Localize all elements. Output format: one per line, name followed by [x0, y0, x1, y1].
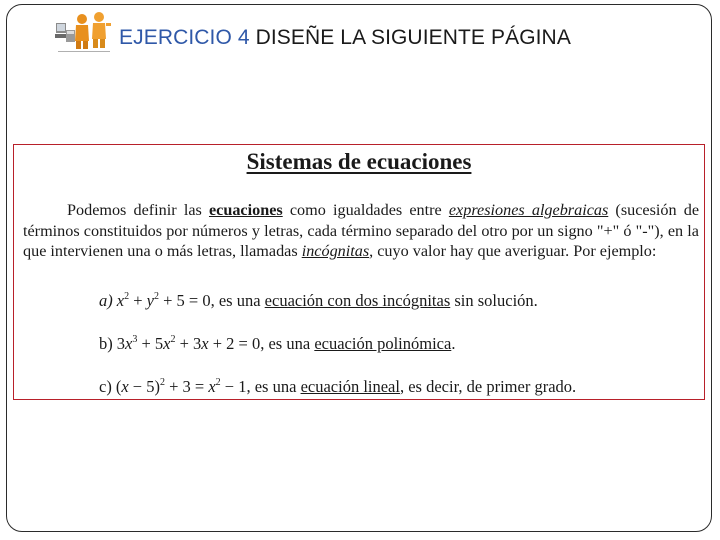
term-ecuaciones: ecuaciones	[208, 201, 283, 219]
example-c: c) $(x - 5)^2 + 3 = x^2 - 1$, es una ecuación lineal, es decir, de primer grado.	[99, 377, 577, 396]
document-heading: Sistemas de ecuaciones	[246, 149, 472, 174]
equation-a: $x^2 + y^2 + 5 = 0$	[116, 291, 211, 310]
definition-paragraph: Podemos definir las ecuaciones como igualdades entre expresiones algebraicas (sucesión de términos constituidos por números y letras, cada término separado del otro por un signo "+" ó "-"), en la que intervienen una o más letras, llamadas incógnitas, cuyo valor hay que averiguar. Por ejemplo:	[23, 201, 700, 260]
title-rest: DISEÑE LA SIGUIENTE PÁGINA	[249, 26, 571, 49]
equation-b: $3x^3 + 5x^2 + 3x + 2 = 0$	[116, 334, 261, 353]
equation-c: $(x - 5)^2 + 3 = x^2 - 1$	[115, 377, 247, 396]
title-accent: EJERCICIO 4	[119, 26, 250, 49]
document-image-frame	[13, 144, 705, 400]
logo-image	[54, 10, 114, 54]
example-a: a) $x^2 + y^2 + 5 = 0$, es una ecuación con dos incógnitas sin solución.	[99, 291, 538, 310]
term-expresiones-algebraicas: expresiones algebraicas	[448, 201, 609, 219]
slide-title	[119, 26, 571, 50]
term-incognitas: incógnitas	[301, 242, 370, 260]
example-b: b) $3x^3 + 5x^2 + 3x + 2 = 0$, es una ecuación polinómica.	[99, 334, 456, 353]
